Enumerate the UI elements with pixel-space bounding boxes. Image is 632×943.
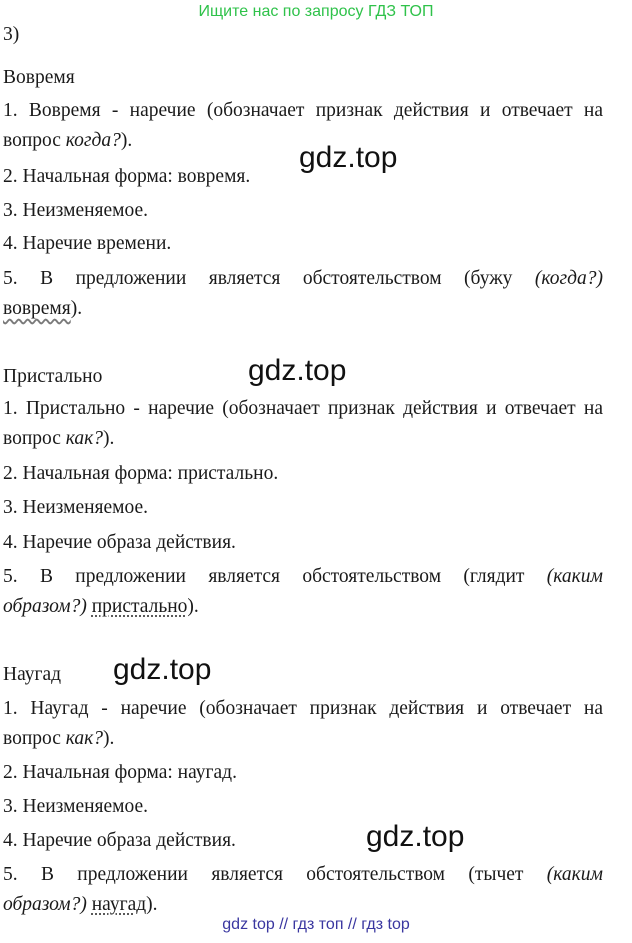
item-5-line-a: 5. В предложении является обстоятельством (глядит (каким bbox=[3, 566, 603, 587]
item-2: 2. Начальная форма: пристально. bbox=[3, 463, 279, 484]
item-3: 3. Неизменяемое. bbox=[3, 796, 149, 817]
question-word: как? bbox=[65, 728, 104, 749]
watermark: gdz.top bbox=[299, 141, 398, 174]
item-2: 2. Начальная форма: вовремя. bbox=[3, 166, 251, 187]
header-banner: Ищите нас по запросу ГДЗ ТОП bbox=[198, 3, 434, 20]
item-1-line-a: 1. Наугад - наречие (обозначает признак действия и отвечает на bbox=[3, 698, 603, 719]
item-5-line-b: образом?) наугад). bbox=[3, 894, 158, 915]
section-word-vovremya: Вовремя bbox=[3, 67, 75, 88]
section-word-pristalno: Пристально bbox=[3, 366, 103, 387]
item-3: 3. Неизменяемое. bbox=[3, 200, 149, 221]
item-3: 3. Неизменяемое. bbox=[3, 497, 149, 518]
item-1-line-a: 1. Пристально - наречие (обозначает признак действия и отвечает на bbox=[3, 398, 603, 419]
item-5-line-b: образом?) пристально). bbox=[3, 596, 199, 617]
section-word-naugad: Наугад bbox=[3, 664, 62, 685]
task-number: 3) bbox=[3, 24, 20, 45]
watermark: gdz.top bbox=[366, 820, 465, 853]
underlined-word: наугад bbox=[91, 894, 147, 915]
watermark: gdz.top bbox=[248, 354, 347, 387]
item-4: 4. Наречие времени. bbox=[3, 233, 172, 254]
underlined-word: вовремя bbox=[3, 298, 71, 319]
watermark: gdz.top bbox=[113, 653, 212, 686]
item-5-line-b: вовремя). bbox=[3, 298, 83, 319]
question-word: как? bbox=[65, 428, 104, 449]
footer-links: gdz top // гдз топ // гдз top bbox=[222, 916, 410, 933]
item-4: 4. Наречие образа действия. bbox=[3, 830, 236, 851]
item-4: 4. Наречие образа действия. bbox=[3, 532, 236, 553]
question-word: когда? bbox=[65, 130, 121, 151]
item-1-line-b: вопрос когда?). bbox=[3, 130, 133, 151]
item-1-line-a: 1. Вовремя - наречие (обозначает признак действия и отвечает на bbox=[3, 100, 603, 121]
item-1-line-b: вопрос как?). bbox=[3, 428, 115, 449]
item-1-line-b: вопрос как?). bbox=[3, 728, 115, 749]
item-5-line-a: 5. В предложении является обстоятельством (бужу (когда?) bbox=[3, 268, 603, 289]
item-5-line-a: 5. В предложении является обстоятельством (тычет (каким bbox=[3, 864, 603, 885]
underlined-word: пристально bbox=[91, 596, 188, 617]
item-2: 2. Начальная форма: наугад. bbox=[3, 762, 237, 783]
